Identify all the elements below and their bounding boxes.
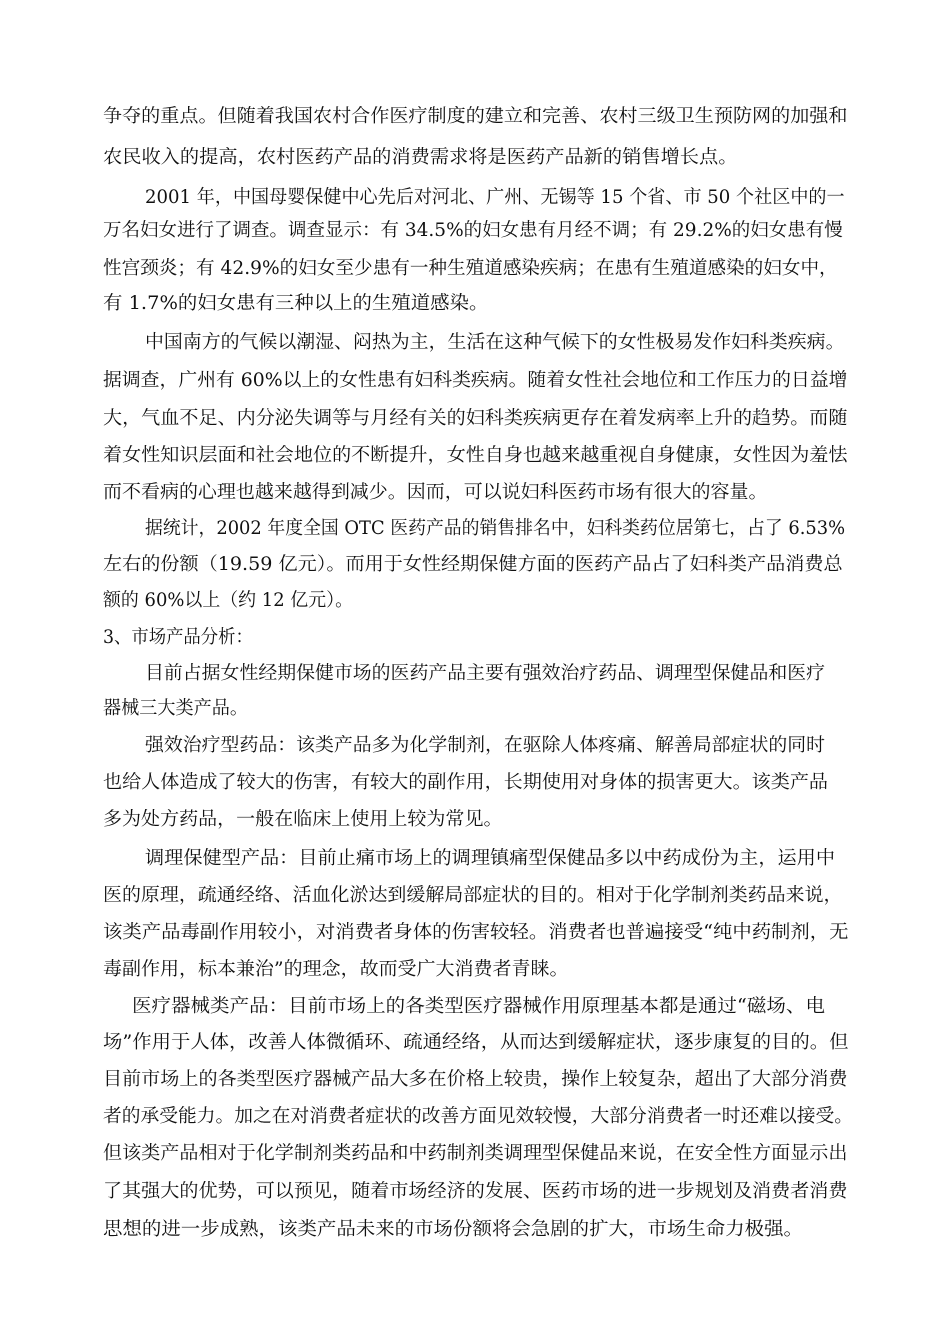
text-line: 强效治疗型药品：该类产品多为化学制剂，在驱除人体疼痛、解善局部症状的同时 bbox=[145, 735, 826, 756]
text-line: 大，气血不足、内分泌失调等与月经有关的妇科类疾病更存在着发病率上升的趋势。而随 bbox=[103, 408, 848, 429]
text-line: 但该类产品相对于化学制剂类药品和中药制剂类调理型保健品来说，在安全性方面显示出 bbox=[103, 1143, 848, 1164]
text-line: 2001 年，中国母婴保健中心先后对河北、广州、无锡等 15 个省、市 50 个社区中的一 bbox=[145, 187, 845, 208]
text-line: 有 1.7%的妇女患有三种以上的生殖道感染。 bbox=[103, 293, 489, 314]
text-line: 思想的进一步成熟，该类产品未来的市场份额将会急剧的扩大，市场生命力极强。 bbox=[103, 1219, 804, 1240]
text-line: 场”作用于人体，改善人体微循环、疏通经络，从而达到缓解症状，逐步康复的目的。但 bbox=[103, 1032, 849, 1053]
text-line: 也给人体造成了较大的伤害，有较大的副作用，长期使用对身体的损害更大。该类产品 bbox=[103, 772, 829, 793]
section-heading: 3、市场产品分析： bbox=[103, 627, 253, 648]
text-line: 农民收入的提高，农村医药产品的消费需求将是医药产品新的销售增长点。 bbox=[103, 147, 738, 168]
text-line: 目前占据女性经期保健市场的医药产品主要有强效治疗药品、调理型保健品和医疗 bbox=[145, 663, 826, 684]
text-line: 万名妇女进行了调查。调查显示：有 34.5%的妇女患有月经不调；有 29.2%的妇女患有慢 bbox=[103, 220, 843, 241]
text-line: 据调查，广州有 60%以上的女性患有妇科类疾病。随着女性社会地位和工作压力的日益增 bbox=[103, 370, 848, 391]
text-line: 据统计，2002 年度全国 OTC 医药产品的销售排名中，妇科类药位居第七，占了 6.53% bbox=[145, 518, 846, 539]
text-line: 医的原理，疏通经络、活血化淤达到缓解局部症状的目的。相对于化学制剂类药品来说， bbox=[103, 885, 843, 906]
text-line: 中国南方的气候以潮湿、闷热为主，生活在这种气候下的女性极易发作妇科类疾病。 bbox=[145, 332, 845, 353]
text-line: 器械三大类产品。 bbox=[103, 698, 249, 719]
text-line: 医疗器械类产品：目前市场上的各类型医疗器械作用原理基本都是通过“磁场、电 bbox=[132, 996, 825, 1017]
text-line: 额的 60%以上（约 12 亿元）。 bbox=[103, 590, 354, 611]
text-line: 左右的份额（19.59 亿元）。而用于女性经期保健方面的医药产品占了妇科类产品消费总 bbox=[103, 554, 843, 575]
text-line: 毒副作用，标本兼治”的理念，故而受广大消费者青睐。 bbox=[103, 959, 569, 980]
text-line: 争夺的重点。但随着我国农村合作医疗制度的建立和完善、农村三级卫生预防网的加强和 bbox=[103, 106, 848, 127]
text-line: 该类产品毒副作用较小，对消费者身体的伤害较轻。消费者也普遍接受“纯中药制剂，无 bbox=[103, 922, 849, 943]
text-line: 性宫颈炎；有 42.9%的妇女至少患有一种生殖道感染疾病；在患有生殖道感染的妇女中， bbox=[103, 258, 838, 279]
text-line: 多为处方药品，一般在临床上使用上较为常见。 bbox=[103, 809, 503, 830]
text-line: 着女性知识层面和社会地位的不断提升，女性自身也越来越重视自身健康，女性因为羞怯 bbox=[103, 445, 848, 466]
text-line: 者的承受能力。加之在对消费者症状的改善方面见效较慢，大部分消费者一时还难以接受。 bbox=[103, 1106, 854, 1127]
text-line: 调理保健型产品：目前止痛市场上的调理镇痛型保健品多以中药成份为主，运用中 bbox=[145, 848, 836, 869]
text-line: 而不看病的心理也越来越得到减少。因而，可以说妇科医药市场有很大的容量。 bbox=[103, 482, 768, 503]
text-line: 目前市场上的各类型医疗器械产品大多在价格上较贵，操作上较复杂，超出了大部分消费 bbox=[103, 1069, 848, 1090]
text-line: 了其强大的优势，可以预见，随着市场经济的发展、医药市场的进一步规划及消费者消费 bbox=[103, 1181, 848, 1202]
